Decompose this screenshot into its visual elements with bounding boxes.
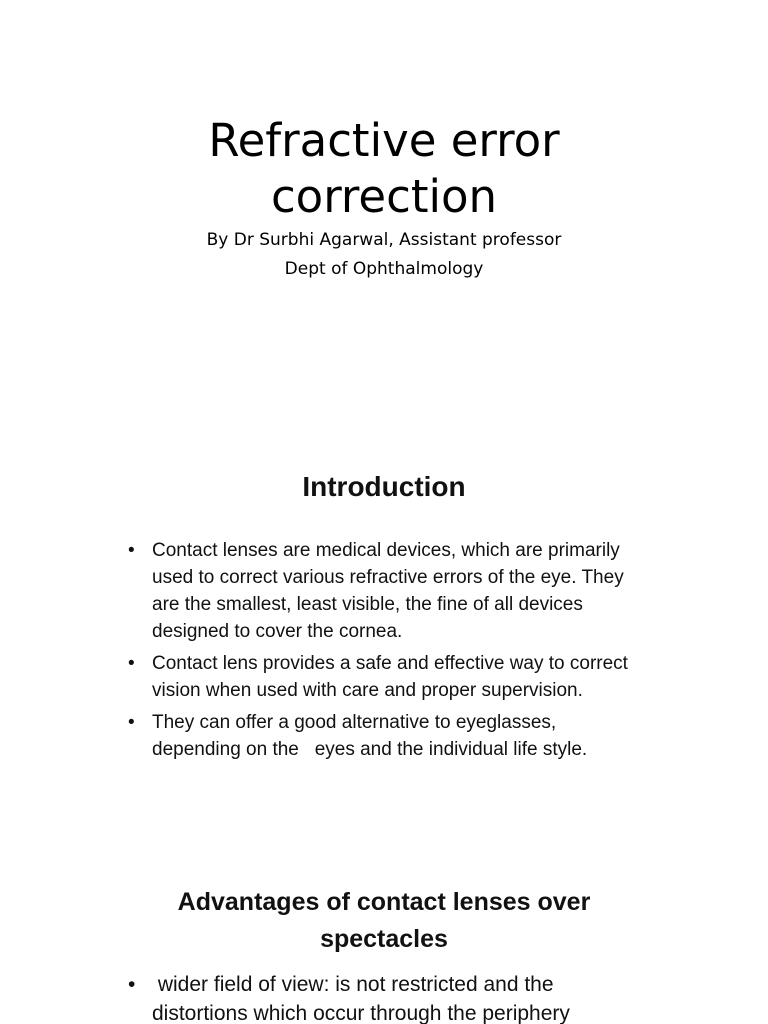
bullet-text: wider field of view: is not restricted and the distortions which occur through the periphery bbox=[152, 973, 570, 1024]
department-line: Dept of Ophthalmology bbox=[284, 259, 484, 279]
bullet-icon: • bbox=[128, 653, 135, 674]
advantages-slide bbox=[0, 870, 768, 1024]
advantages-heading-line-2: spectacles bbox=[320, 925, 448, 953]
list-item bbox=[128, 650, 633, 704]
title-line-2: correction bbox=[270, 170, 498, 223]
bullet-icon: • bbox=[128, 540, 135, 561]
advantages-bullet-list bbox=[128, 970, 648, 1024]
title-slide bbox=[0, 0, 768, 440]
introduction-bullet-list bbox=[128, 537, 633, 768]
list-item bbox=[128, 709, 633, 763]
advantages-heading-line-1: Advantages of contact lenses over bbox=[177, 888, 591, 916]
bullet-icon: • bbox=[128, 973, 136, 996]
bullet-text: They can offer a good alternative to eyeglasses, depending on the eyes and the individual life style. bbox=[152, 712, 588, 760]
title-line-1: Refractive error bbox=[208, 114, 560, 167]
list-item bbox=[128, 537, 633, 645]
bullet-icon: • bbox=[128, 712, 135, 733]
bullet-text: Contact lenses are medical devices, which are primarily used to correct various refractive errors of the eye. They are the smallest, least visible, the fine of all devices designed to cover the cornea. bbox=[152, 540, 624, 642]
bullet-text: Contact lens provides a safe and effective way to correct vision when used with care and proper supervision. bbox=[152, 653, 628, 701]
introduction-slide bbox=[0, 440, 768, 840]
advantages-heading bbox=[0, 884, 768, 958]
author-line: By Dr Surbhi Agarwal, Assistant professor bbox=[206, 230, 562, 250]
list-item bbox=[128, 970, 648, 1024]
introduction-heading: Introduction bbox=[302, 471, 466, 502]
presentation-title bbox=[0, 113, 768, 225]
